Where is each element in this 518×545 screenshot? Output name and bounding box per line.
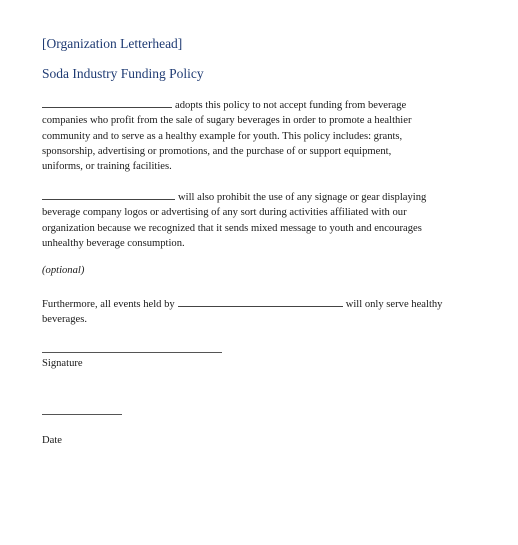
paragraph-text: adopts this policy to not accept funding from beverage (175, 100, 407, 111)
paragraph-line: beverages. (42, 314, 87, 326)
paragraph-line: sponsorship, advertising or promotions, and the purchase of or support equipment, (42, 145, 392, 157)
paragraph-line: unhealthy beverage consumption. (42, 237, 185, 249)
paragraph-text: Furthermore, all events held by (42, 299, 175, 310)
signature-label: Signature (42, 358, 83, 369)
paragraph-line: companies who profit from the sale of sugary beverages in order to promote a healthier (42, 115, 412, 127)
paragraph-line: beverage company logos or advertising of any sort during activities affiliated with our (42, 207, 407, 219)
paragraph-line: community and to serve as a healthy example for youth. This policy includes: grants, (42, 130, 403, 142)
paragraph-line: uniforms, or training facilities. (42, 161, 172, 173)
date-label: Date (42, 435, 62, 446)
paragraph-line (42, 189, 482, 205)
date-line (42, 414, 122, 415)
paragraph-line (42, 296, 482, 312)
optional-label: (optional) (42, 265, 85, 276)
organization-name-blank (178, 296, 343, 307)
policy-paragraph-signage (42, 189, 482, 251)
paragraph-text: will only serve healthy (345, 299, 443, 310)
policy-paragraph-events (42, 296, 482, 328)
organization-name-blank (42, 189, 175, 200)
policy-paragraph-funding (42, 97, 482, 174)
organization-name-blank (42, 97, 172, 108)
signature-line (42, 352, 222, 353)
organization-letterhead: [Organization Letterhead] (42, 36, 183, 51)
document-title: Soda Industry Funding Policy (42, 66, 204, 81)
paragraph-line (42, 97, 482, 113)
paragraph-line: organization because we recognized that it sends mixed message to youth and encourages (42, 222, 422, 234)
paragraph-text: will also prohibit the use of any signage or gear displaying (178, 192, 427, 203)
